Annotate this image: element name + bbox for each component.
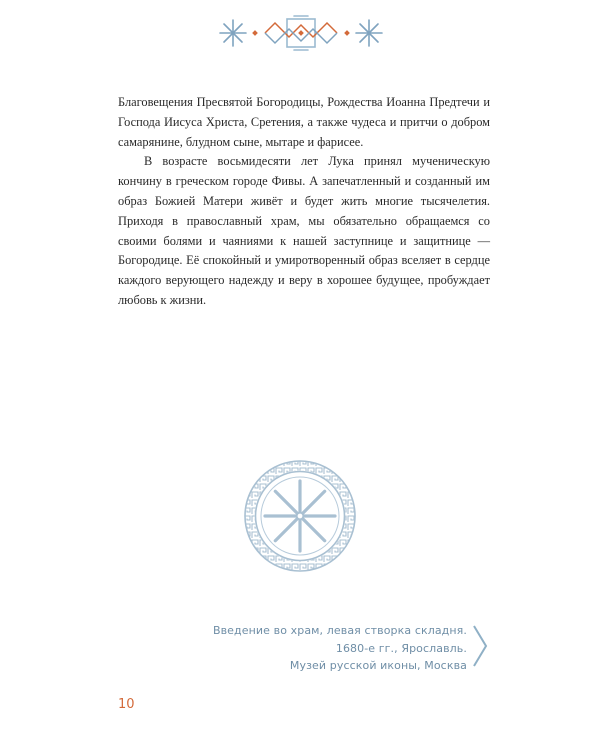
right-star-icon (356, 20, 382, 46)
chevron-right-icon (471, 624, 489, 668)
top-ornament (213, 12, 389, 54)
rosette-ornament-icon (243, 459, 357, 573)
paragraph-1: Благовещения Пресвятой Богородицы, Рождества Иоанна Предтечи и Господа Иисуса Христа, Сретения, а также чудеса и притчи о добром самарянине, блудном сыне, мытаре и фарисее. (118, 95, 490, 149)
image-caption (213, 622, 467, 675)
left-star-icon (220, 20, 246, 46)
body-text (118, 93, 490, 311)
caption-line-1: Введение во храм, левая створка складня. (212, 624, 467, 637)
caption-line-2: 1680-е гг., Ярославль. (335, 641, 467, 655)
page-number: 10 (118, 697, 135, 712)
caption-line-3: Музей русской иконы, Москва (289, 659, 467, 672)
paragraph-2: В возрасте восьмидесяти лет Лука принял мученическую кончину в греческом городе Фивы. А запечатленный и созданный им образ Божией Матери живёт и будет жить многие тысячелетия. Приходя в православный храм, мы обязательно обращаемся со своими болями и чаяниями к нашей заступнице и защитнице — Богородице. Её спокойный и умиротворенный образ вселяет в сердце каждого верующего надежду и веру в хорошее будущее, пробуждает любовь к жизни. (118, 154, 490, 307)
